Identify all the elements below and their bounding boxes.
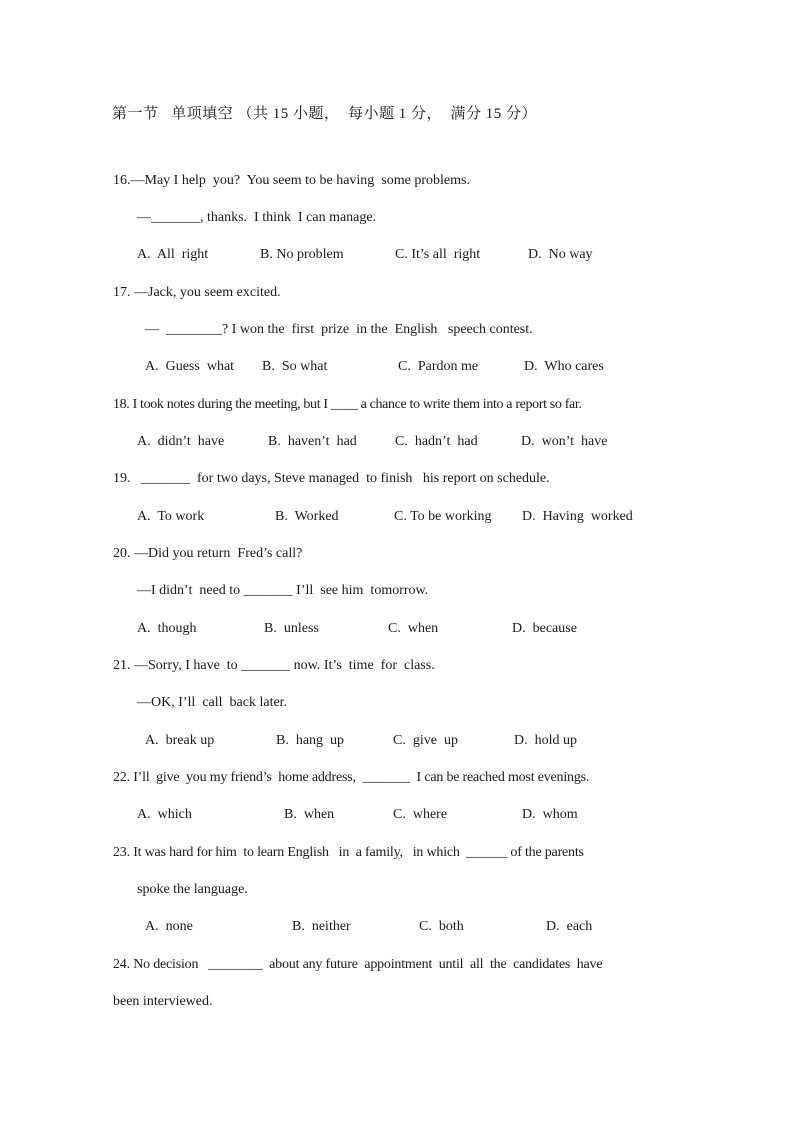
question-23-option-b: B. neither — [292, 919, 351, 934]
section-title: 第一节 单项填空 （共 15 小题， 每小题 1 分， 满分 15 分） — [112, 106, 538, 122]
question-16-option-d: D. No way — [528, 247, 593, 262]
question-17-option-a: A. Guess what — [145, 359, 235, 374]
question-20-reply: —I didn’t need to _______ I’ll see him tomorrow. — [137, 583, 429, 598]
question-21-option-a: A. break up — [145, 733, 215, 748]
question-24-stem: 24. No decision ________ about any future appointment until all the candidates have — [113, 957, 603, 972]
question-20-option-c: C. when — [388, 621, 439, 636]
question-20-option-d: D. because — [512, 621, 577, 636]
question-24-continuation: been interviewed. — [113, 994, 213, 1009]
question-22-option-b: B. when — [284, 807, 335, 822]
question-18-stem: 18. I took notes during the meeting, but I ____ a chance to write them into a report so far. — [113, 397, 582, 412]
question-16-stem: 16.—May I help you? You seem to be having some problems. — [113, 173, 470, 188]
question-21-stem: 21. —Sorry, I have to _______ now. It’s time for class. — [113, 658, 435, 673]
question-23-option-c: C. both — [419, 919, 464, 934]
question-19-option-c: C. To be working — [394, 509, 492, 524]
question-23-option-d: D. each — [546, 919, 593, 934]
question-21-option-b: B. hang up — [276, 733, 345, 748]
question-23-reply: spoke the language. — [137, 882, 248, 897]
question-16-option-b: B. No problem — [260, 247, 344, 262]
question-21-reply: —OK, I’ll call back later. — [137, 695, 288, 710]
question-22-stem: 22. I’ll give you my friend’s home address, _______ I can be reached most evenings. — [113, 770, 590, 785]
question-17-reply: — ________? I won the first prize in the English speech contest. — [145, 322, 533, 337]
question-23-option-a: A. none — [145, 919, 193, 934]
question-22-option-c: C. where — [393, 807, 448, 822]
question-16-option-c: C. It’s all right — [395, 247, 481, 262]
question-21-option-d: D. hold up — [514, 733, 577, 748]
question-19-option-b: B. Worked — [275, 509, 339, 524]
question-19-option-a: A. To work — [137, 509, 205, 524]
question-20-option-b: B. unless — [264, 621, 319, 636]
question-22-option-a: A. which — [137, 807, 192, 822]
question-19-option-d: D. Having worked — [522, 509, 633, 524]
question-17-option-c: C. Pardon me — [398, 359, 479, 374]
question-17-option-b: B. So what — [262, 359, 328, 374]
question-18-option-a: A. didn’t have — [137, 434, 225, 449]
question-18-option-d: D. won’t have — [521, 434, 608, 449]
question-19-stem: 19. _______ for two days, Steve managed to finish his report on schedule. — [113, 471, 550, 486]
question-21-option-c: C. give up — [393, 733, 458, 748]
question-16-reply: —_______, thanks. I think I can manage. — [137, 210, 377, 225]
question-20-option-a: A. though — [137, 621, 197, 636]
question-23-stem: 23. It was hard for him to learn English in a family, in which ______ of the parents — [113, 845, 584, 860]
question-20-stem: 20. —Did you return Fred’s call? — [113, 546, 303, 561]
question-17-option-d: D. Who cares — [524, 359, 604, 374]
question-22-option-d: D. whom — [522, 807, 578, 822]
question-18-option-b: B. haven’t had — [268, 434, 357, 449]
question-17-stem: 17. —Jack, you seem excited. — [113, 285, 281, 300]
question-16-option-a: A. All right — [137, 247, 209, 262]
question-18-option-c: C. hadn’t had — [395, 434, 478, 449]
